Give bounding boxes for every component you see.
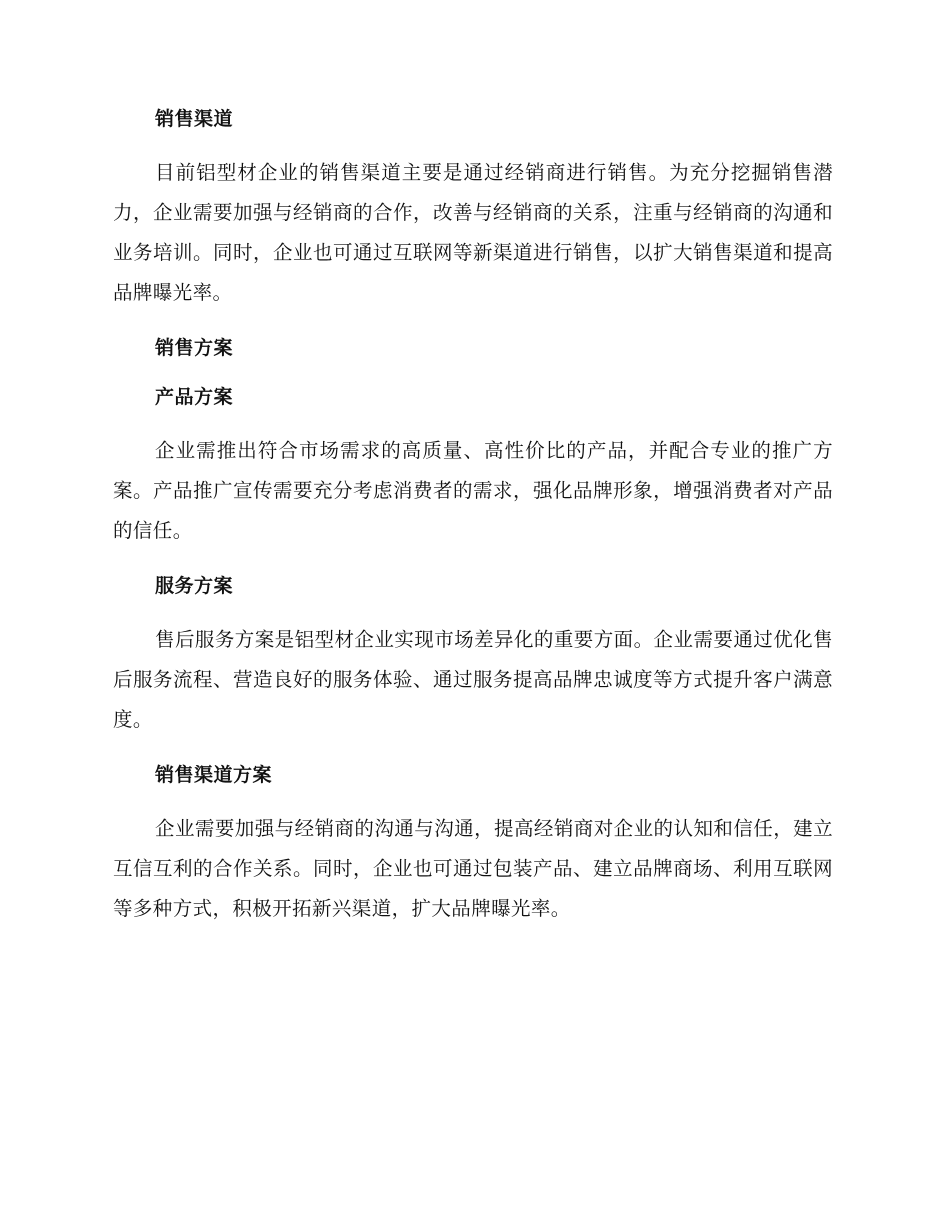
paragraph-sales-channels: 目前铝型材企业的销售渠道主要是通过经销商进行销售。为充分挖掘销售潜力，企业需要加强与经销商的合作，改善与经销商的关系，注重与经销商的沟通和业务培训。同时，企业也可通过互联网等新渠道进行销售，以扩大销售渠道和提高品牌曝光率。 xyxy=(113,161,833,304)
paragraph-channel-plan: 企业需要加强与经销商的沟通与沟通，提高经销商对企业的认知和信任，建立互信互利的合作关系。同时，企业也可通过包装产品、建立品牌商场、利用互联网等多种方式，积极开拓新兴渠道，扩大品牌曝光率。 xyxy=(113,817,833,920)
paragraph-product-plan: 企业需推出符合市场需求的高质量、高性价比的产品，并配合专业的推广方案。产品推广宣传需要充分考虑消费者的需求，强化品牌形象，增强消费者对产品的信任。 xyxy=(113,439,833,542)
section-heading-sales-channels: 销售渠道 xyxy=(155,108,234,130)
section-heading-channel-plan: 销售渠道方案 xyxy=(155,764,273,786)
paragraph-service-plan: 售后服务方案是铝型材企业实现市场差异化的重要方面。企业需要通过优化售后服务流程、营造良好的服务体验、通过服务提高品牌忠诚度等方式提升客户满意度。 xyxy=(113,628,833,731)
section-heading-sales-plan: 销售方案 xyxy=(155,337,234,359)
section-heading-service-plan: 服务方案 xyxy=(155,575,234,597)
document-body xyxy=(113,104,833,949)
section-heading-product-plan: 产品方案 xyxy=(155,386,234,408)
